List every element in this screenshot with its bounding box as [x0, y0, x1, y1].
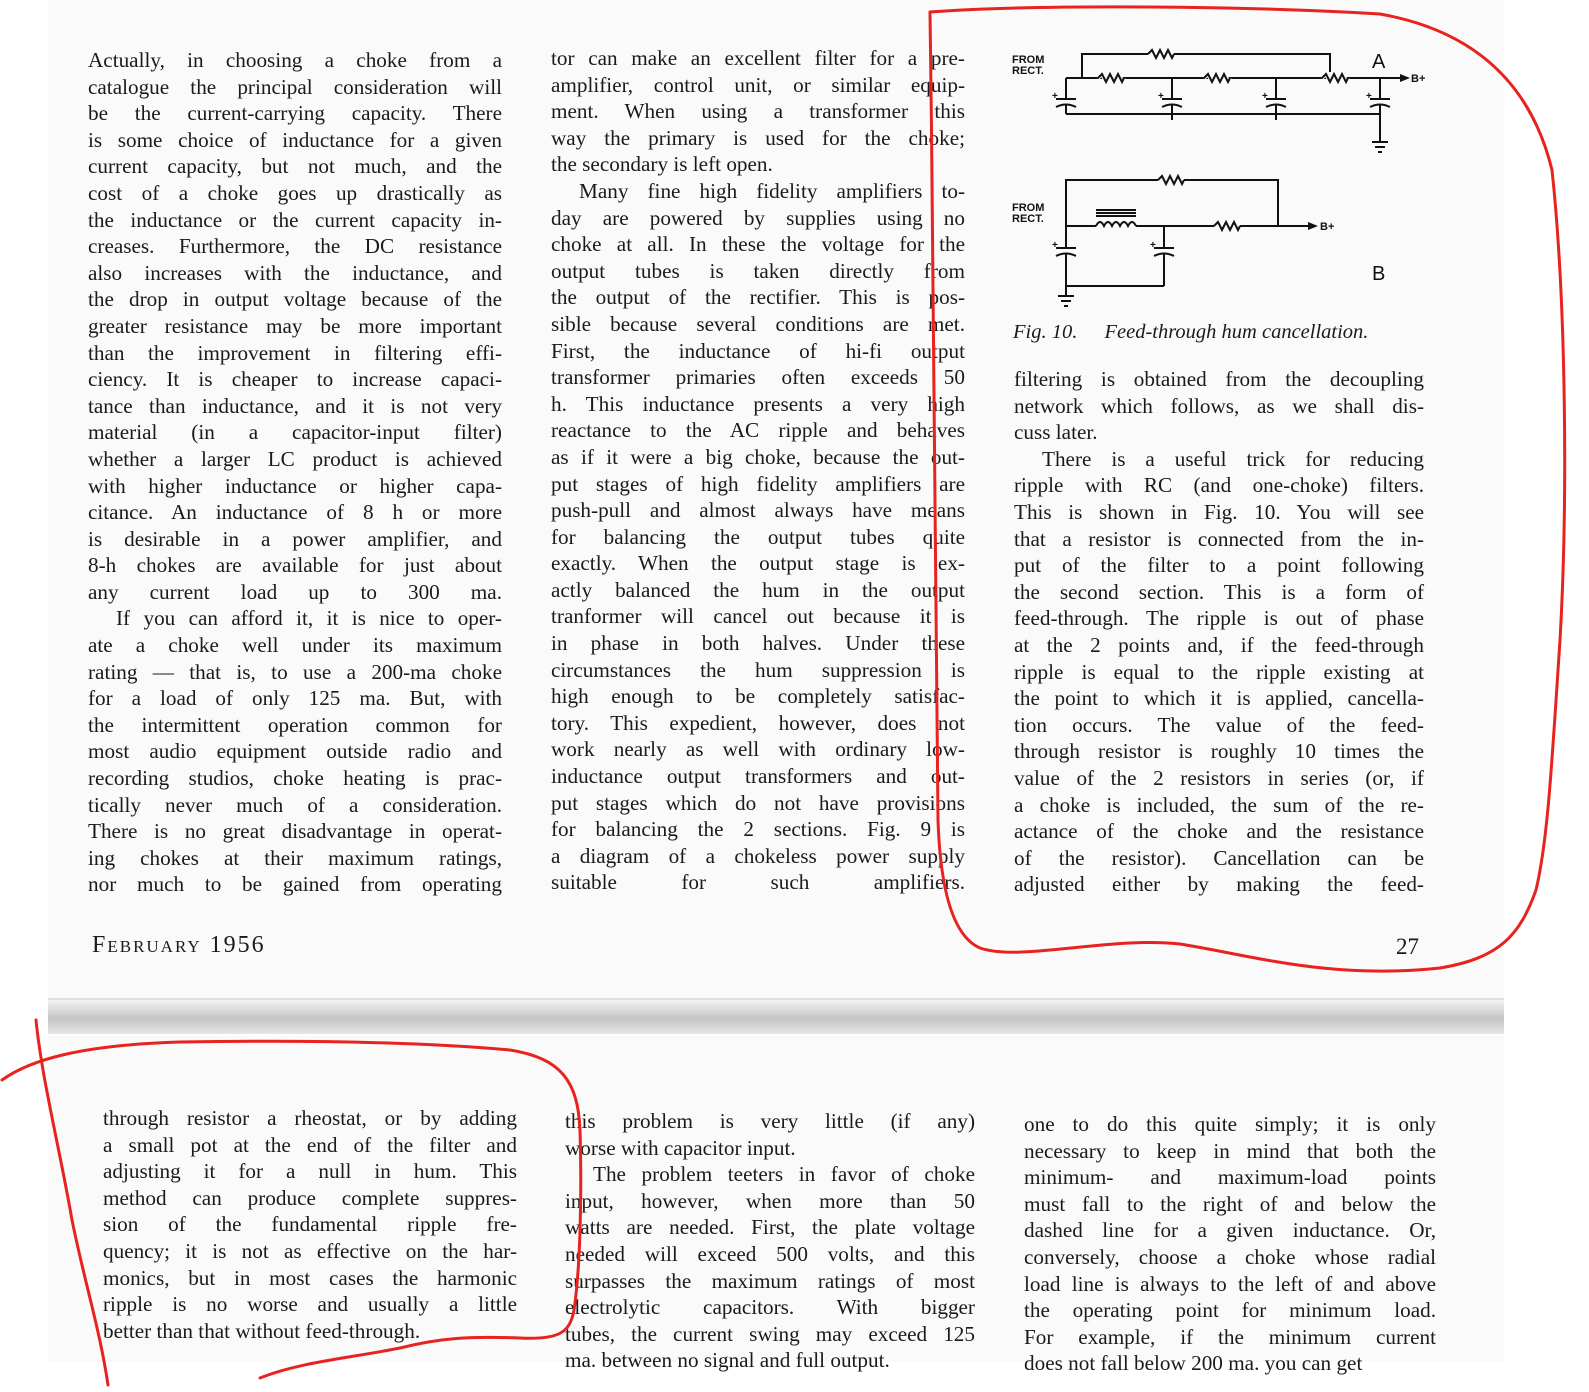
text-line: way the primary is used for the choke;	[551, 125, 965, 150]
page-gap	[48, 1000, 1504, 1034]
text-line: must fall to the right of and below the	[1024, 1191, 1436, 1216]
text-line: rating — that is, to use a 200-ma choke	[88, 659, 502, 684]
text-line: does not fall below 200 ma. you can get	[1024, 1351, 1363, 1376]
text-line: exactly. When the output stage is ex-	[551, 551, 965, 576]
footer-month: February	[92, 932, 202, 958]
text-line: also increases with the inductance, and	[88, 260, 502, 285]
text-line: actance of the choke and the resistance	[1014, 819, 1424, 844]
circuit-b-bplus-label: B+	[1320, 221, 1335, 233]
figure-caption-number: Fig. 10.	[1013, 321, 1078, 343]
circuit-b-capacitors	[1056, 226, 1174, 306]
text-line: dashed line for a given inductance. Or,	[1024, 1218, 1436, 1243]
text-line: creases. Furthermore, the DC resistance	[88, 234, 502, 259]
text-line: surpasses the maximum ratings of most	[565, 1268, 975, 1293]
text-line: ate a choke well under its maximum	[88, 633, 502, 658]
cap-plus-label: +	[1158, 91, 1164, 102]
text-line: current capacity, but not much, and the	[88, 154, 502, 179]
circuit-b-from-label: FROM	[1012, 202, 1045, 214]
text-line: ment. When using a transformer this	[551, 99, 965, 124]
text-line: If you can afford it, it is nice to oper-	[116, 606, 502, 631]
text-line: as if it were a big choke, because the out-	[551, 444, 965, 469]
text-line: adjusting it for a null in hum. This	[103, 1159, 517, 1184]
figure-caption	[1013, 321, 1368, 344]
text-line: actly balanced the hum in the output	[551, 577, 965, 602]
cap-plus-label: +	[1262, 91, 1268, 102]
text-line: the drop in output voltage because of the	[88, 287, 502, 312]
text-line: h. This inductance presents a very high	[551, 391, 965, 416]
text-line: most audio equipment outside radio and	[88, 739, 502, 764]
page-number: 27	[1396, 934, 1419, 959]
text-line: citance. An inductance of 8 h or more	[88, 500, 502, 525]
text-line: is desirable in a power amplifier, and	[88, 526, 502, 551]
text-line: tory. This expedient, however, does not	[551, 710, 965, 735]
text-line: tically never much of a consideration.	[88, 792, 502, 817]
circuit-b-choke	[1096, 210, 1136, 226]
text-line: minimum- and maximum-load points	[1024, 1165, 1436, 1190]
cap-plus-label: +	[1366, 91, 1372, 102]
text-line: network which follows, as we shall dis-	[1014, 393, 1424, 418]
text-line: high enough to be completely satisfac-	[551, 684, 965, 709]
text-line: whether a larger LC product is achieved	[88, 446, 502, 471]
text-line: watts are needed. First, the plate voltage	[565, 1215, 975, 1240]
text-line: put stages which do not have provisions	[551, 790, 965, 815]
figure-caption-text: Feed-through hum cancellation.	[1104, 321, 1369, 343]
text-line: tranformer will cancel out because it is	[551, 604, 965, 629]
text-line: than the improvement in filtering effi-	[88, 340, 502, 365]
text-line: in phase in both halves. Under these	[551, 631, 965, 656]
text-line: be the current-carrying capacity. There	[88, 101, 502, 126]
text-line: The problem teeters in favor of choke	[593, 1162, 975, 1187]
text-line: necessary to keep in mind that both the	[1024, 1138, 1436, 1163]
text-line: any current load up to 300 ma.	[88, 579, 502, 604]
text-line: monics, but in most cases the harmonic	[103, 1265, 517, 1290]
text-line: a diagram of a chokeless power supply	[551, 843, 965, 868]
text-line: electrolytic capacitors. With bigger	[565, 1295, 975, 1320]
text-line: This is shown in Fig. 10. You will see	[1014, 499, 1424, 524]
text-line: the secondary is left open.	[551, 152, 773, 177]
text-line: through resistor is roughly 10 times the	[1014, 739, 1424, 764]
text-line: conversely, choose a choke whose radial	[1024, 1244, 1436, 1269]
text-line: tubes, the current swing may exceed 125	[565, 1321, 975, 1346]
text-line: better than that without feed-through.	[103, 1318, 421, 1343]
text-line: feed-through. The ripple is out of phase	[1014, 606, 1424, 631]
text-column-5	[565, 1108, 975, 1374]
text-line: load line is always to the left of and above	[1024, 1271, 1436, 1296]
text-line: work nearly as well with ordinary low-	[551, 737, 965, 762]
text-line: ripple is no worse and usually a little	[103, 1292, 517, 1317]
circuit-a-label: A	[1372, 51, 1386, 73]
circuit-b-feedthrough-return	[1184, 180, 1278, 226]
text-line: filtering is obtained from the decoupling	[1014, 367, 1424, 391]
text-line: There is a useful trick for reducing	[1042, 446, 1424, 471]
cap-plus-label: +	[1052, 91, 1058, 102]
text-line: the point to which it is applied, cancella-	[1014, 686, 1424, 711]
cap-plus-label: +	[1052, 240, 1058, 251]
text-line: ripple with RC (and one-choke) filters.	[1014, 473, 1424, 498]
circuit-b-rect-label: RECT.	[1012, 213, 1044, 225]
text-line: the inductance or the current capacity in-	[88, 207, 502, 232]
circuit-a-feedthrough-resistor	[1148, 50, 1174, 58]
circuit-a-bplus-label: B+	[1411, 73, 1426, 85]
circuit-a-feedthrough-return	[1174, 54, 1330, 72]
footer-year: 1956	[209, 932, 266, 958]
text-line: is some choice of inductance for a given	[88, 127, 502, 152]
text-line: sible because several conditions are met.	[551, 311, 965, 336]
text-line: ma. between no signal and full output.	[565, 1348, 890, 1373]
text-line: day are powered by supplies using no	[551, 205, 965, 230]
circuit-b-resistor	[1214, 222, 1240, 230]
text-line: the second section. This is a form of	[1014, 579, 1424, 604]
text-column-6	[1024, 1111, 1436, 1377]
text-line: through resistor a rheostat, or by adding	[103, 1106, 517, 1130]
text-line: material (in a capacitor-input filter)	[88, 420, 502, 445]
text-line: for balancing the output tubes quite	[551, 524, 965, 549]
text-line: this problem is very little (if any)	[565, 1109, 975, 1133]
text-line: recording studios, choke heating is prac-	[88, 766, 502, 791]
text-line: the operating point for minimum load.	[1024, 1298, 1436, 1323]
text-line: with higher inductance or higher capa-	[88, 473, 502, 498]
cap-plus-label: +	[1150, 240, 1156, 251]
text-line: tor can make an excellent filter for a pre-	[551, 46, 965, 70]
text-line: for a load of only 125 ma. But, with	[88, 686, 502, 711]
text-line: There is no great disadvantage in operat-	[88, 819, 502, 844]
text-line: put of the filter to a point following	[1014, 553, 1424, 578]
circuit-a-from-label: FROM	[1012, 54, 1045, 66]
text-line: needed will exceed 500 volts, and this	[565, 1241, 975, 1266]
text-column-3	[1014, 366, 1424, 898]
text-line: adjusted either by making the feed-	[1014, 872, 1424, 897]
text-line: cost of a choke goes up drastically as	[88, 180, 502, 205]
text-line: one to do this quite simply; it is only	[1024, 1112, 1436, 1136]
text-line: Many fine high fidelity amplifiers to-	[579, 178, 965, 203]
text-line: method can produce complete suppres-	[103, 1185, 517, 1210]
text-line: For example, if the minimum current	[1024, 1324, 1436, 1349]
bottom-page-clip	[48, 1036, 1504, 1376]
text-line: tance than inductance, and it is not very	[88, 393, 502, 418]
text-line: Actually, in choosing a choke from a	[88, 48, 502, 72]
text-line: output tubes is taken directly from	[551, 258, 965, 283]
text-line: 8-h chokes are available for just about	[88, 553, 502, 578]
text-line: choke at all. In these the voltage for the	[551, 232, 965, 257]
text-line: at the 2 points and, if the feed-through	[1014, 632, 1424, 657]
text-line: of the resistor). Cancellation can be	[1014, 845, 1424, 870]
text-line: ing chokes at their maximum ratings,	[88, 845, 502, 870]
text-line: transformer primaries often exceeds 50	[551, 365, 965, 390]
text-column-1	[88, 47, 502, 898]
text-column-2	[551, 45, 965, 896]
text-line: for balancing the 2 sections. Fig. 9 is	[551, 817, 965, 842]
text-line: cuss later.	[1014, 420, 1098, 445]
text-line: quency; it is not as effective on the har-	[103, 1238, 517, 1263]
footer-date	[92, 932, 266, 959]
text-line: value of the 2 resistors in series (or, if	[1014, 765, 1424, 790]
text-line: sion of the fundamental ripple fre-	[103, 1212, 517, 1237]
text-line: catalogue the principal consideration will	[88, 74, 502, 99]
text-line: that a resistor is connected from the in-	[1014, 526, 1424, 551]
figure-10-schematic	[1008, 44, 1428, 314]
text-line: First, the inductance of hi-fi output	[551, 338, 965, 363]
text-line: tion occurs. The value of the feed-	[1014, 712, 1424, 737]
text-line: input, however, when more than 50	[565, 1188, 975, 1213]
circuit-b-feedthrough-resistor	[1158, 176, 1184, 184]
text-line: circumstances the hum suppression is	[551, 657, 965, 682]
text-line: the output of the rectifier. This is pos-	[551, 285, 965, 310]
text-line: suitable for such amplifiers.	[551, 870, 965, 895]
circuit-a-feedthrough-wire	[1082, 54, 1148, 78]
circuit-b-label: B	[1372, 263, 1386, 285]
text-line: put stages of high fidelity amplifiers are	[551, 471, 965, 496]
text-line: the intermittent operation common for	[88, 712, 502, 737]
text-line: inductance output transformers and out-	[551, 764, 965, 789]
text-line: a choke is included, the sum of the re-	[1014, 792, 1424, 817]
text-line: nor much to be gained from operating	[88, 872, 502, 897]
circuit-a-rect-label: RECT.	[1012, 65, 1044, 77]
text-line: amplifier, control unit, or similar equip-	[551, 72, 965, 97]
text-line: ciency. It is cheaper to increase capaci-	[88, 367, 502, 392]
text-line: ripple is equal to the ripple existing at	[1014, 659, 1424, 684]
text-line: push-pull and almost always have means	[551, 498, 965, 523]
text-line: worse with capacitor input.	[565, 1135, 796, 1160]
text-line: a small pot at the end of the filter and	[103, 1132, 517, 1157]
text-line: reactance to the AC ripple and behaves	[551, 418, 965, 443]
text-line: greater resistance may be more important	[88, 313, 502, 338]
